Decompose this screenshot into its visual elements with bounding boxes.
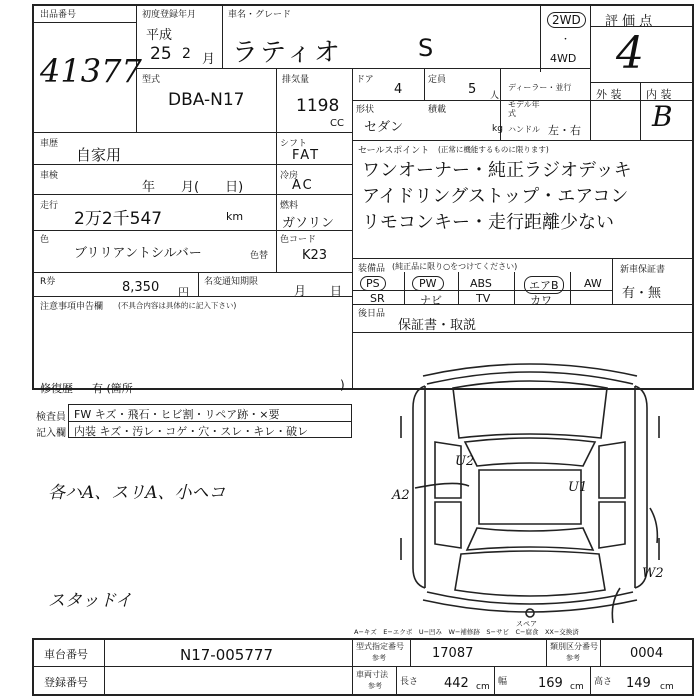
chassis-number: N17-005777 [180, 646, 273, 664]
divider [276, 132, 277, 272]
mileage-unit: km [226, 210, 244, 223]
divider [410, 638, 411, 666]
divider [32, 164, 352, 165]
inspection-date: 年 月( 日) [142, 180, 244, 195]
recycle-unit: 円 [178, 286, 189, 299]
era: 平成 [146, 28, 173, 43]
inspector-label: 検査員 [36, 412, 66, 423]
length-unit: cm [476, 682, 490, 692]
divider [458, 272, 459, 304]
model-code: DBA-N17 [168, 90, 245, 110]
month-unit: 月 [202, 52, 216, 67]
inspector-fw-line: FW キズ・飛石・ヒビ割・リペア跡・×要 [74, 408, 280, 421]
sales-point-1: ワンオーナー・純正ラジオデッキ [362, 160, 632, 181]
mark-w2: W2 [642, 566, 664, 581]
sales-label: セールスポイント [358, 146, 430, 156]
color-code-label: 色コード [280, 235, 317, 245]
model-label: 型式 [142, 75, 161, 85]
mark-u2: U2 [455, 454, 475, 469]
load-label: 積載 [428, 105, 447, 115]
divider [104, 638, 105, 696]
lot-label: 出品番号 [40, 10, 77, 20]
divider [590, 26, 694, 27]
exterior-label: 外 装 [596, 88, 622, 101]
warranty-label: 新車保証書 [620, 265, 666, 275]
cc-unit: CC [330, 118, 344, 129]
equipment-label: 装備品 [358, 264, 386, 274]
divider [424, 68, 425, 100]
repair-label: 修復歴 [40, 382, 73, 395]
name-change-label: 名変通知期限 [204, 277, 259, 287]
ref-label: 参考 [372, 654, 386, 662]
notes-hint: (不具合内容は具体的に記入下さい) [118, 301, 237, 310]
divider [32, 132, 352, 133]
mileage-label: 走行 [40, 201, 59, 211]
divider [640, 82, 641, 140]
displacement: 1198 [296, 96, 340, 116]
color-change-label: 色替 [250, 251, 269, 261]
divider [590, 82, 694, 83]
car-grade: S [418, 34, 434, 62]
divider [404, 272, 405, 304]
divider [32, 666, 694, 667]
fuel-label: 燃料 [280, 201, 299, 211]
history-label: 車歴 [40, 139, 59, 149]
reg-number-label: 登録番号 [44, 676, 88, 689]
equip-airbag: エアB [524, 276, 564, 294]
divider [590, 4, 591, 140]
load-unit: kg [492, 124, 503, 134]
divider [32, 296, 352, 297]
sales-point-2: アイドリングストップ・エアコン [362, 186, 629, 207]
dims-ref-label: 参考 [368, 682, 382, 690]
divider [546, 638, 547, 666]
repair-history: 有 (箇所 [92, 382, 133, 395]
divider [32, 22, 136, 23]
evaluation-score: 4 [616, 28, 644, 79]
handle-side: 左・右 [548, 124, 581, 137]
interior-label: 内 装 [646, 88, 672, 101]
divider [352, 68, 353, 140]
capacity-unit: 人 [490, 91, 500, 101]
width-label: 幅 [498, 677, 508, 687]
body-shape: セダン [364, 120, 404, 135]
divider [352, 100, 590, 101]
type-designation-label: 型式指定番号 [356, 642, 404, 651]
length: 442 [444, 676, 469, 691]
capacity: 5 [468, 82, 477, 97]
interior-score: B [652, 100, 673, 133]
divider [32, 194, 352, 195]
equip-tv: TV [476, 292, 491, 305]
divider [276, 68, 277, 132]
handwritten-memo-2: スタッドイ [48, 591, 133, 611]
fuel-type: ガソリン [282, 216, 335, 231]
warranty-value: 有・無 [622, 286, 662, 301]
width: 169 [538, 676, 563, 691]
equip-pw: PW [412, 276, 444, 291]
divider [352, 140, 694, 141]
handwritten-memo-1: 各ハA、スリA、小ヘコ [48, 483, 226, 503]
divider [352, 258, 694, 259]
lot-number: 41377 [40, 52, 142, 90]
divider [32, 272, 352, 273]
dealer-label: ディーラー・並行 [508, 83, 572, 92]
equip-ps: PS [360, 276, 386, 291]
car-diagram [395, 338, 665, 638]
height-unit: cm [660, 682, 674, 692]
type-designation: 17087 [432, 646, 474, 661]
divider [198, 272, 199, 296]
reg-month: 2 [182, 46, 191, 62]
name-change-deadline: 月 日 [294, 284, 343, 298]
notes-label: 注意事項申告欄 [40, 302, 104, 312]
recycle-label: R券 [40, 277, 56, 287]
class-number: 0004 [630, 646, 664, 661]
divider [612, 258, 613, 304]
shift-label: シフト [280, 139, 308, 149]
color-label: 色 [40, 235, 50, 245]
dims-label: 車両寸法 [356, 670, 388, 679]
divider [600, 638, 601, 666]
ac-label: 冷房 [280, 171, 299, 181]
drive-2wd: 2WD [547, 12, 586, 28]
equipment-hint: (純正品に限り○をつけてください) [392, 262, 518, 271]
inspector-entry-label: 記入欄 [36, 428, 66, 439]
mileage: 2万2千547 [74, 209, 163, 229]
width-unit: cm [570, 682, 584, 692]
equip-leather: カワ [530, 294, 552, 307]
divider [514, 272, 515, 304]
car-name-label: 車名・グレード [228, 10, 292, 20]
capacity-label: 定員 [428, 75, 447, 85]
rear-label: 後日品 [358, 309, 386, 319]
chassis-label: 車台番号 [44, 648, 88, 661]
spare-label: スペア [516, 620, 537, 628]
equip-aw: AW [584, 277, 602, 290]
mark-a2: A2 [392, 488, 410, 503]
divider [570, 272, 571, 304]
sales-hint: (正常に機能するものに限ります) [438, 145, 549, 154]
divider [396, 666, 397, 696]
model-year-label: モデル年式 [508, 100, 540, 118]
divider [352, 304, 694, 305]
repair-close-bracket: ) [340, 378, 345, 392]
damage-legend: A−キズ E−エクボ U−凹み W−補修跡 S−サビ C−腐食 XX−交換済 [354, 628, 579, 636]
divider [136, 68, 590, 69]
length-label: 長さ [400, 677, 419, 687]
divider [352, 140, 353, 390]
score-label: 評 価 点 [605, 14, 653, 29]
height: 149 [626, 676, 651, 691]
drive-4wd: 4WD [550, 52, 577, 65]
door-label: ドア [356, 75, 374, 85]
divider [590, 100, 694, 101]
color-code: K23 [302, 248, 328, 263]
divider [590, 666, 591, 696]
sales-point-3: リモコンキー・走行距離少ない [362, 212, 614, 233]
equip-navi: ナビ [420, 294, 442, 307]
divider [540, 4, 541, 72]
body-color: ブリリアントシルバー [74, 246, 202, 261]
car-history: 自家用 [76, 146, 122, 164]
displacement-label: 排気量 [282, 75, 310, 85]
inspection-label: 車検 [40, 171, 59, 181]
door-count: 4 [394, 82, 403, 97]
air-conditioning: AC [292, 178, 314, 193]
inspector-interior-line: 内装 キズ・汚レ・コゲ・穴・スレ・キレ・破レ [74, 425, 309, 438]
shape-label: 形状 [356, 105, 375, 115]
equip-abs: ABS [470, 277, 492, 290]
equip-sr: SR [370, 292, 385, 305]
divider [352, 332, 694, 333]
divider [222, 4, 223, 68]
class-ref-label: 参考 [566, 654, 580, 662]
mark-u1: U1 [568, 480, 588, 495]
handle-label: ハンドル [508, 125, 540, 134]
recycle-fee: 8,350 [122, 280, 160, 295]
rear-items: 保証書・取説 [398, 318, 477, 333]
height-label: 高さ [594, 677, 613, 687]
divider [352, 638, 353, 696]
shift-type: FAT [292, 148, 321, 163]
reg-year: 25 [150, 44, 172, 64]
car-name: ラティオ [232, 38, 342, 68]
divider [352, 290, 612, 291]
class-label: 類別区分番号 [550, 642, 598, 651]
first-reg-label: 初度登録年月 [142, 10, 197, 20]
drive-dot: ・ [561, 35, 571, 45]
divider [494, 666, 495, 696]
